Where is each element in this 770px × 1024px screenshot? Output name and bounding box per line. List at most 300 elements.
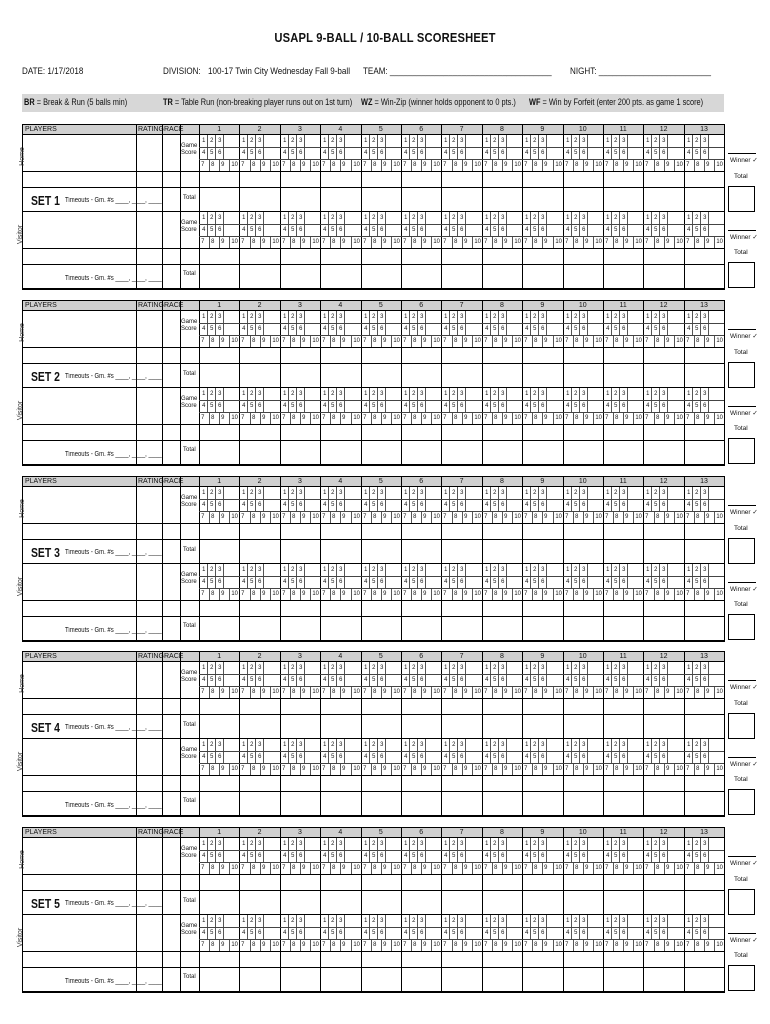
set2-home-game-4-ball-2[interactable]: 2 xyxy=(331,313,335,320)
set3-home-game-7-ball-5[interactable]: 5 xyxy=(452,501,456,508)
set3-visitor-game-12-ball-7[interactable]: 7 xyxy=(645,590,649,597)
set5-visitor-game-12-ball-3[interactable]: 3 xyxy=(662,917,666,924)
set5-home-game-5-ball-4[interactable]: 4 xyxy=(363,852,368,859)
set4-visitor-game-12-ball-3[interactable]: 3 xyxy=(662,741,666,748)
set5-visitor-game-9-ball-10[interactable]: 10 xyxy=(554,941,562,948)
set1-visitor-game-12-ball-9[interactable]: 9 xyxy=(665,238,670,245)
set1-visitor-game-8-ball-1[interactable]: 1 xyxy=(484,214,489,221)
set1-home-game-13-ball-3[interactable]: 3 xyxy=(702,137,707,144)
set1-visitor-game-6-ball-6[interactable]: 6 xyxy=(420,226,424,233)
set1-home-game-2-ball-3[interactable]: 3 xyxy=(258,137,262,144)
set5-visitor-game-11-ball-10[interactable]: 10 xyxy=(635,941,643,948)
set2-home-game-3-ball-4[interactable]: 4 xyxy=(282,325,287,332)
set1-home-game-7-ball-2[interactable]: 2 xyxy=(452,137,456,144)
set3-visitor-game-5-ball-10[interactable]: 10 xyxy=(393,590,400,597)
set2-home-game-2-ball-7[interactable]: 7 xyxy=(241,337,245,344)
set1-home-game-4-ball-10[interactable]: 10 xyxy=(352,161,360,168)
set2-home-game-7-ball-5[interactable]: 5 xyxy=(452,325,456,332)
set1-home-game-6-ball-7[interactable]: 7 xyxy=(403,161,407,168)
set1-home-game-8-ball-5[interactable]: 5 xyxy=(492,149,497,156)
set3-home-game-4-ball-6[interactable]: 6 xyxy=(339,501,343,508)
set2-visitor-game-1-ball-8[interactable]: 8 xyxy=(211,414,215,421)
set3-visitor-game-7-ball-10[interactable]: 10 xyxy=(474,590,481,597)
set2-home-game-6-ball-10[interactable]: 10 xyxy=(433,337,441,344)
set4-home-game-4-ball-10[interactable]: 10 xyxy=(352,688,360,695)
set3-visitor-game-9-ball-1[interactable]: 1 xyxy=(525,566,529,573)
set5-visitor-game-7-ball-5[interactable]: 5 xyxy=(452,929,456,936)
set3-visitor-game-9-ball-6[interactable]: 6 xyxy=(541,578,545,585)
set5-visitor-game-12-ball-1[interactable]: 1 xyxy=(646,917,650,924)
set1-visitor-game-3-ball-8[interactable]: 8 xyxy=(292,238,296,245)
set1-home-game-2-ball-5[interactable]: 5 xyxy=(250,149,254,156)
set5-visitor-game-12-ball-4[interactable]: 4 xyxy=(646,929,650,936)
set1-visitor-game-5-ball-5[interactable]: 5 xyxy=(371,226,376,233)
set3-visitor-game-6-ball-8[interactable]: 8 xyxy=(413,590,417,597)
set2-home-game-11-ball-2[interactable]: 2 xyxy=(614,313,618,320)
set4-visitor-game-7-ball-4[interactable]: 4 xyxy=(444,753,448,760)
set3-home-game-8-ball-5[interactable]: 5 xyxy=(492,501,497,508)
set1-home-game-6-ball-3[interactable]: 3 xyxy=(420,137,424,144)
set5-home-game-11-ball-7[interactable]: 7 xyxy=(605,864,609,871)
set4-visitor-game-6-ball-7[interactable]: 7 xyxy=(403,765,407,772)
set4-home-game-8-ball-6[interactable]: 6 xyxy=(500,676,505,683)
set5-home-game-3-ball-1[interactable]: 1 xyxy=(282,840,287,847)
set1-home-game-1-ball-4[interactable]: 4 xyxy=(202,149,206,156)
set4-visitor-game-11-ball-6[interactable]: 6 xyxy=(622,753,626,760)
set4-home-game-11-ball-8[interactable]: 8 xyxy=(615,688,619,695)
set1-home-game-3-ball-10[interactable]: 10 xyxy=(312,161,319,168)
set3-home-game-5-ball-10[interactable]: 10 xyxy=(393,513,400,520)
set4-visitor-game-5-ball-5[interactable]: 5 xyxy=(371,753,376,760)
set3-visitor-game-4-ball-4[interactable]: 4 xyxy=(323,578,327,585)
set2-visitor-game-8-ball-1[interactable]: 1 xyxy=(484,390,489,397)
set5-visitor-game-13-ball-10[interactable]: 10 xyxy=(716,941,723,948)
set3-home-game-1-ball-6[interactable]: 6 xyxy=(218,501,222,508)
set2-home-game-7-ball-1[interactable]: 1 xyxy=(444,313,448,320)
set4-visitor-game-13-ball-10[interactable]: 10 xyxy=(716,765,723,772)
set3-home-game-1-ball-8[interactable]: 8 xyxy=(211,513,215,520)
set2-visitor-game-2-ball-2[interactable]: 2 xyxy=(250,390,254,397)
set5-visitor-game-4-ball-3[interactable]: 3 xyxy=(339,917,343,924)
set4-visitor-game-3-ball-1[interactable]: 1 xyxy=(282,741,287,748)
set4-home-game-5-ball-9[interactable]: 9 xyxy=(382,688,387,695)
set3-visitor-game-6-ball-9[interactable]: 9 xyxy=(423,590,427,597)
set3-home-game-8-ball-2[interactable]: 2 xyxy=(492,489,497,496)
set2-visitor-game-3-ball-1[interactable]: 1 xyxy=(282,390,287,397)
set3-home-game-13-ball-8[interactable]: 8 xyxy=(696,513,700,520)
set3-visitor-game-2-ball-8[interactable]: 8 xyxy=(251,590,255,597)
set1-home-game-1-ball-2[interactable]: 2 xyxy=(210,137,214,144)
set3-home-game-5-ball-8[interactable]: 8 xyxy=(372,513,377,520)
set2-home-game-1-ball-1[interactable]: 1 xyxy=(202,313,206,320)
set1-home-game-6-ball-6[interactable]: 6 xyxy=(420,149,424,156)
set5-home-game-1-ball-1[interactable]: 1 xyxy=(202,840,206,847)
set5-home-game-13-ball-1[interactable]: 1 xyxy=(686,840,691,847)
set2-visitor-game-9-ball-6[interactable]: 6 xyxy=(541,402,545,409)
set2-home-game-12-ball-2[interactable]: 2 xyxy=(654,313,658,320)
set5-home-game-11-ball-5[interactable]: 5 xyxy=(614,852,618,859)
set2-home-game-7-ball-10[interactable]: 10 xyxy=(474,337,481,344)
set1-visitor-game-3-ball-3[interactable]: 3 xyxy=(298,214,303,221)
set2-home-game-5-ball-2[interactable]: 2 xyxy=(371,313,376,320)
set3-home-game-2-ball-2[interactable]: 2 xyxy=(250,489,254,496)
set2-visitor-game-1-ball-4[interactable]: 4 xyxy=(202,402,206,409)
set1-home-game-13-ball-8[interactable]: 8 xyxy=(696,161,700,168)
set2-visitor-game-10-ball-6[interactable]: 6 xyxy=(581,402,586,409)
set3-home-game-5-ball-9[interactable]: 9 xyxy=(382,513,387,520)
set2-home-game-1-ball-5[interactable]: 5 xyxy=(210,325,214,332)
set4-home-game-13-ball-2[interactable]: 2 xyxy=(694,664,699,671)
set4-visitor-game-9-ball-6[interactable]: 6 xyxy=(541,753,545,760)
set5-home-game-11-ball-6[interactable]: 6 xyxy=(622,852,626,859)
set4-home-game-13-ball-9[interactable]: 9 xyxy=(706,688,710,695)
set3-visitor-game-2-ball-4[interactable]: 4 xyxy=(242,578,246,585)
set1-home-game-5-ball-10[interactable]: 10 xyxy=(393,161,400,168)
set5-home-game-7-ball-3[interactable]: 3 xyxy=(460,840,464,847)
set1-visitor-game-9-ball-8[interactable]: 8 xyxy=(534,238,538,245)
set1-home-game-11-ball-8[interactable]: 8 xyxy=(615,161,619,168)
set2-home-game-13-ball-9[interactable]: 9 xyxy=(706,337,710,344)
set4-home-game-2-ball-7[interactable]: 7 xyxy=(241,688,245,695)
set5-visitor-game-2-ball-2[interactable]: 2 xyxy=(250,917,254,924)
set4-visitor-game-4-ball-2[interactable]: 2 xyxy=(331,741,335,748)
set3-home-game-1-ball-3[interactable]: 3 xyxy=(218,489,222,496)
set2-visitor-game-3-ball-6[interactable]: 6 xyxy=(298,402,303,409)
set5-visitor-game-4-ball-6[interactable]: 6 xyxy=(339,929,343,936)
set1-home-game-7-ball-5[interactable]: 5 xyxy=(452,149,456,156)
set1-visitor-game-13-ball-2[interactable]: 2 xyxy=(694,214,699,221)
set4-visitor-game-4-ball-1[interactable]: 1 xyxy=(323,741,327,748)
set2-visitor-game-9-ball-8[interactable]: 8 xyxy=(534,414,538,421)
set4-home-game-11-ball-1[interactable]: 1 xyxy=(606,664,610,671)
set3-visitor-game-10-ball-7[interactable]: 7 xyxy=(564,590,569,597)
set3-visitor-game-4-ball-9[interactable]: 9 xyxy=(342,590,346,597)
set1-home-game-12-ball-8[interactable]: 8 xyxy=(655,161,659,168)
set4-home-game-7-ball-1[interactable]: 1 xyxy=(444,664,448,671)
set4-home-game-4-ball-4[interactable]: 4 xyxy=(323,676,327,683)
set1-visitor-game-13-ball-8[interactable]: 8 xyxy=(696,238,700,245)
set2-visitor-game-7-ball-7[interactable]: 7 xyxy=(443,414,447,421)
set4-home-game-7-ball-7[interactable]: 7 xyxy=(443,688,447,695)
set2-home-game-13-ball-3[interactable]: 3 xyxy=(702,313,707,320)
set4-home-game-13-ball-4[interactable]: 4 xyxy=(686,676,691,683)
set4-home-game-10-ball-6[interactable]: 6 xyxy=(581,676,586,683)
set4-home-game-12-ball-6[interactable]: 6 xyxy=(662,676,666,683)
set3-visitor-game-9-ball-8[interactable]: 8 xyxy=(534,590,538,597)
set4-visitor-game-9-ball-8[interactable]: 8 xyxy=(534,765,538,772)
set4-home-game-2-ball-4[interactable]: 4 xyxy=(242,676,246,683)
set1-visitor-game-8-ball-7[interactable]: 7 xyxy=(483,238,488,245)
set2-home-game-1-ball-7[interactable]: 7 xyxy=(201,337,205,344)
set5-visitor-game-12-ball-2[interactable]: 2 xyxy=(654,917,658,924)
home-total-box[interactable] xyxy=(728,538,755,564)
set5-home-game-3-ball-10[interactable]: 10 xyxy=(312,864,319,871)
set1-visitor-game-9-ball-9[interactable]: 9 xyxy=(544,238,548,245)
set1-visitor-game-13-ball-6[interactable]: 6 xyxy=(702,226,707,233)
set5-home-game-12-ball-8[interactable]: 8 xyxy=(655,864,659,871)
set5-home-game-2-ball-8[interactable]: 8 xyxy=(251,864,255,871)
set5-home-game-8-ball-5[interactable]: 5 xyxy=(492,852,497,859)
set2-visitor-game-6-ball-8[interactable]: 8 xyxy=(413,414,417,421)
set1-home-game-2-ball-6[interactable]: 6 xyxy=(258,149,262,156)
set4-visitor-game-1-ball-2[interactable]: 2 xyxy=(210,741,214,748)
set2-home-game-5-ball-7[interactable]: 7 xyxy=(362,337,367,344)
set5-visitor-game-11-ball-1[interactable]: 1 xyxy=(606,917,610,924)
set3-visitor-game-13-ball-9[interactable]: 9 xyxy=(706,590,710,597)
set5-home-game-2-ball-6[interactable]: 6 xyxy=(258,852,262,859)
set3-home-game-7-ball-3[interactable]: 3 xyxy=(460,489,464,496)
set4-visitor-game-12-ball-10[interactable]: 10 xyxy=(676,765,683,772)
set4-visitor-game-10-ball-1[interactable]: 1 xyxy=(565,741,570,748)
set4-visitor-game-1-ball-1[interactable]: 1 xyxy=(202,741,206,748)
set1-visitor-game-8-ball-5[interactable]: 5 xyxy=(492,226,497,233)
set4-visitor-game-6-ball-6[interactable]: 6 xyxy=(420,753,424,760)
set2-home-game-2-ball-2[interactable]: 2 xyxy=(250,313,254,320)
set4-home-game-2-ball-6[interactable]: 6 xyxy=(258,676,262,683)
set3-visitor-game-12-ball-2[interactable]: 2 xyxy=(654,566,658,573)
set4-home-game-12-ball-8[interactable]: 8 xyxy=(655,688,659,695)
set5-visitor-game-8-ball-6[interactable]: 6 xyxy=(500,929,505,936)
set3-visitor-game-7-ball-6[interactable]: 6 xyxy=(460,578,464,585)
set4-home-game-6-ball-7[interactable]: 7 xyxy=(403,688,407,695)
set5-visitor-game-10-ball-3[interactable]: 3 xyxy=(581,917,586,924)
set4-visitor-game-5-ball-6[interactable]: 6 xyxy=(379,753,384,760)
set4-home-game-12-ball-1[interactable]: 1 xyxy=(646,664,650,671)
set5-home-game-2-ball-3[interactable]: 3 xyxy=(258,840,262,847)
set3-home-game-13-ball-2[interactable]: 2 xyxy=(694,489,699,496)
set5-visitor-game-3-ball-5[interactable]: 5 xyxy=(290,929,295,936)
set1-visitor-game-12-ball-3[interactable]: 3 xyxy=(662,214,666,221)
set3-home-game-10-ball-9[interactable]: 9 xyxy=(584,513,589,520)
set5-visitor-game-13-ball-6[interactable]: 6 xyxy=(702,929,707,936)
set1-home-game-3-ball-5[interactable]: 5 xyxy=(290,149,295,156)
set3-home-game-1-ball-2[interactable]: 2 xyxy=(210,489,214,496)
set3-home-game-2-ball-6[interactable]: 6 xyxy=(258,501,262,508)
set3-visitor-game-2-ball-9[interactable]: 9 xyxy=(261,590,266,597)
set4-home-game-1-ball-10[interactable]: 10 xyxy=(231,688,239,695)
set5-home-game-7-ball-2[interactable]: 2 xyxy=(452,840,456,847)
set5-home-game-9-ball-4[interactable]: 4 xyxy=(525,852,529,859)
visitor-timeouts[interactable]: Timeouts - Gm. #s ____, ____, ____ xyxy=(65,451,162,458)
set1-visitor-game-4-ball-5[interactable]: 5 xyxy=(331,226,335,233)
set3-home-game-9-ball-1[interactable]: 1 xyxy=(525,489,529,496)
set3-home-game-2-ball-3[interactable]: 3 xyxy=(258,489,262,496)
set4-visitor-game-7-ball-2[interactable]: 2 xyxy=(452,741,456,748)
set4-visitor-game-10-ball-10[interactable]: 10 xyxy=(595,765,602,772)
set1-visitor-game-4-ball-1[interactable]: 1 xyxy=(323,214,327,221)
set4-home-game-7-ball-6[interactable]: 6 xyxy=(460,676,464,683)
set2-visitor-game-4-ball-1[interactable]: 1 xyxy=(323,390,327,397)
set4-visitor-game-10-ball-5[interactable]: 5 xyxy=(573,753,578,760)
set1-home-game-11-ball-10[interactable]: 10 xyxy=(635,161,643,168)
set3-visitor-game-4-ball-5[interactable]: 5 xyxy=(331,578,335,585)
set3-home-game-7-ball-10[interactable]: 10 xyxy=(474,513,481,520)
set4-home-game-1-ball-3[interactable]: 3 xyxy=(218,664,222,671)
set4-home-game-5-ball-4[interactable]: 4 xyxy=(363,676,368,683)
set5-visitor-game-11-ball-2[interactable]: 2 xyxy=(614,917,618,924)
set2-home-game-2-ball-8[interactable]: 8 xyxy=(251,337,255,344)
set3-home-game-9-ball-8[interactable]: 8 xyxy=(534,513,538,520)
set3-home-game-5-ball-7[interactable]: 7 xyxy=(362,513,367,520)
set2-home-game-1-ball-8[interactable]: 8 xyxy=(211,337,215,344)
set4-home-game-3-ball-7[interactable]: 7 xyxy=(281,688,286,695)
set5-home-game-2-ball-5[interactable]: 5 xyxy=(250,852,254,859)
set2-home-game-8-ball-10[interactable]: 10 xyxy=(514,337,521,344)
set5-home-game-13-ball-8[interactable]: 8 xyxy=(696,864,700,871)
set3-visitor-game-7-ball-2[interactable]: 2 xyxy=(452,566,456,573)
set2-visitor-game-12-ball-2[interactable]: 2 xyxy=(654,390,658,397)
set5-visitor-game-11-ball-9[interactable]: 9 xyxy=(625,941,629,948)
set5-home-game-13-ball-9[interactable]: 9 xyxy=(706,864,710,871)
set2-visitor-game-13-ball-2[interactable]: 2 xyxy=(694,390,699,397)
set2-visitor-game-8-ball-9[interactable]: 9 xyxy=(504,414,508,421)
set3-home-game-4-ball-1[interactable]: 1 xyxy=(323,489,327,496)
set5-visitor-game-13-ball-9[interactable]: 9 xyxy=(706,941,710,948)
set1-visitor-game-3-ball-9[interactable]: 9 xyxy=(302,238,306,245)
set2-visitor-game-4-ball-6[interactable]: 6 xyxy=(339,402,343,409)
set5-visitor-game-7-ball-2[interactable]: 2 xyxy=(452,917,456,924)
set5-home-game-6-ball-8[interactable]: 8 xyxy=(413,864,417,871)
set4-visitor-game-9-ball-2[interactable]: 2 xyxy=(533,741,537,748)
set3-visitor-game-11-ball-10[interactable]: 10 xyxy=(635,590,643,597)
set1-visitor-game-8-ball-8[interactable]: 8 xyxy=(494,238,498,245)
set1-visitor-game-10-ball-8[interactable]: 8 xyxy=(574,238,579,245)
set1-home-game-11-ball-9[interactable]: 9 xyxy=(625,161,629,168)
set2-home-game-8-ball-4[interactable]: 4 xyxy=(484,325,489,332)
set4-visitor-game-10-ball-2[interactable]: 2 xyxy=(573,741,578,748)
set1-visitor-game-1-ball-7[interactable]: 7 xyxy=(201,238,205,245)
set5-visitor-game-4-ball-4[interactable]: 4 xyxy=(323,929,327,936)
set4-visitor-game-2-ball-4[interactable]: 4 xyxy=(242,753,246,760)
set5-home-game-1-ball-8[interactable]: 8 xyxy=(211,864,215,871)
set5-visitor-game-1-ball-2[interactable]: 2 xyxy=(210,917,214,924)
set4-visitor-game-9-ball-5[interactable]: 5 xyxy=(533,753,537,760)
set3-visitor-game-12-ball-4[interactable]: 4 xyxy=(646,578,650,585)
set3-visitor-game-13-ball-1[interactable]: 1 xyxy=(686,566,691,573)
set2-home-game-12-ball-3[interactable]: 3 xyxy=(662,313,666,320)
set5-visitor-game-8-ball-2[interactable]: 2 xyxy=(492,917,497,924)
set3-visitor-game-9-ball-7[interactable]: 7 xyxy=(524,590,528,597)
set5-home-game-1-ball-2[interactable]: 2 xyxy=(210,840,214,847)
set4-visitor-game-3-ball-3[interactable]: 3 xyxy=(298,741,303,748)
set5-visitor-game-9-ball-6[interactable]: 6 xyxy=(541,929,545,936)
set3-home-game-11-ball-3[interactable]: 3 xyxy=(622,489,626,496)
set4-home-game-12-ball-2[interactable]: 2 xyxy=(654,664,658,671)
set5-home-game-10-ball-10[interactable]: 10 xyxy=(595,864,602,871)
set5-visitor-game-1-ball-7[interactable]: 7 xyxy=(201,941,205,948)
set5-home-game-3-ball-4[interactable]: 4 xyxy=(282,852,287,859)
set4-home-game-12-ball-3[interactable]: 3 xyxy=(662,664,666,671)
set4-visitor-game-3-ball-7[interactable]: 7 xyxy=(281,765,286,772)
set4-visitor-game-9-ball-1[interactable]: 1 xyxy=(525,741,529,748)
set3-visitor-game-8-ball-8[interactable]: 8 xyxy=(494,590,498,597)
set1-visitor-game-6-ball-4[interactable]: 4 xyxy=(404,226,408,233)
set4-home-game-10-ball-3[interactable]: 3 xyxy=(581,664,586,671)
set1-home-game-1-ball-6[interactable]: 6 xyxy=(218,149,222,156)
set5-visitor-game-2-ball-10[interactable]: 10 xyxy=(272,941,279,948)
set2-home-game-1-ball-4[interactable]: 4 xyxy=(202,325,206,332)
set1-home-game-11-ball-1[interactable]: 1 xyxy=(606,137,610,144)
set5-visitor-game-5-ball-4[interactable]: 4 xyxy=(363,929,368,936)
set2-visitor-game-3-ball-7[interactable]: 7 xyxy=(281,414,286,421)
set5-home-game-12-ball-4[interactable]: 4 xyxy=(646,852,650,859)
set4-visitor-game-7-ball-1[interactable]: 1 xyxy=(444,741,448,748)
set1-visitor-game-12-ball-5[interactable]: 5 xyxy=(654,226,658,233)
set2-home-game-3-ball-3[interactable]: 3 xyxy=(298,313,303,320)
set5-home-game-9-ball-1[interactable]: 1 xyxy=(525,840,529,847)
set3-visitor-game-10-ball-10[interactable]: 10 xyxy=(595,590,602,597)
set5-home-game-4-ball-6[interactable]: 6 xyxy=(339,852,343,859)
set5-visitor-game-3-ball-3[interactable]: 3 xyxy=(298,917,303,924)
set4-visitor-game-13-ball-4[interactable]: 4 xyxy=(686,753,691,760)
set1-visitor-game-13-ball-3[interactable]: 3 xyxy=(702,214,707,221)
set1-visitor-game-6-ball-5[interactable]: 5 xyxy=(412,226,416,233)
set3-visitor-game-2-ball-2[interactable]: 2 xyxy=(250,566,254,573)
set1-visitor-game-5-ball-3[interactable]: 3 xyxy=(379,214,384,221)
set5-visitor-game-11-ball-7[interactable]: 7 xyxy=(605,941,609,948)
set1-home-game-12-ball-2[interactable]: 2 xyxy=(654,137,658,144)
set1-home-game-12-ball-9[interactable]: 9 xyxy=(665,161,670,168)
set1-home-game-4-ball-6[interactable]: 6 xyxy=(339,149,343,156)
set3-home-game-3-ball-7[interactable]: 7 xyxy=(281,513,286,520)
set3-visitor-game-4-ball-2[interactable]: 2 xyxy=(331,566,335,573)
set1-visitor-game-11-ball-2[interactable]: 2 xyxy=(614,214,618,221)
set3-visitor-game-1-ball-9[interactable]: 9 xyxy=(221,590,225,597)
set3-home-game-6-ball-6[interactable]: 6 xyxy=(420,501,424,508)
set1-visitor-game-9-ball-7[interactable]: 7 xyxy=(524,238,528,245)
set5-home-game-12-ball-6[interactable]: 6 xyxy=(662,852,666,859)
set3-home-game-1-ball-1[interactable]: 1 xyxy=(202,489,206,496)
set2-home-game-8-ball-7[interactable]: 7 xyxy=(483,337,488,344)
set3-home-game-3-ball-10[interactable]: 10 xyxy=(312,513,319,520)
set4-visitor-game-12-ball-6[interactable]: 6 xyxy=(662,753,666,760)
set5-visitor-game-2-ball-5[interactable]: 5 xyxy=(250,929,254,936)
set1-visitor-game-7-ball-9[interactable]: 9 xyxy=(463,238,468,245)
set1-visitor-game-10-ball-9[interactable]: 9 xyxy=(584,238,589,245)
set2-visitor-game-13-ball-1[interactable]: 1 xyxy=(686,390,691,397)
set1-home-game-13-ball-7[interactable]: 7 xyxy=(685,161,690,168)
set2-home-game-2-ball-10[interactable]: 10 xyxy=(272,337,279,344)
set5-home-game-13-ball-2[interactable]: 2 xyxy=(694,840,699,847)
set2-visitor-game-13-ball-4[interactable]: 4 xyxy=(686,402,691,409)
set2-visitor-game-9-ball-3[interactable]: 3 xyxy=(541,390,545,397)
set1-visitor-game-10-ball-1[interactable]: 1 xyxy=(565,214,570,221)
set1-home-game-8-ball-4[interactable]: 4 xyxy=(484,149,489,156)
set3-home-game-9-ball-3[interactable]: 3 xyxy=(541,489,545,496)
set5-visitor-game-2-ball-7[interactable]: 7 xyxy=(241,941,245,948)
set5-home-game-7-ball-9[interactable]: 9 xyxy=(463,864,468,871)
set1-visitor-game-3-ball-6[interactable]: 6 xyxy=(298,226,303,233)
set3-visitor-game-7-ball-3[interactable]: 3 xyxy=(460,566,464,573)
set3-visitor-game-12-ball-10[interactable]: 10 xyxy=(676,590,683,597)
set2-visitor-game-1-ball-5[interactable]: 5 xyxy=(210,402,214,409)
set4-visitor-game-6-ball-10[interactable]: 10 xyxy=(433,765,441,772)
set4-home-game-2-ball-3[interactable]: 3 xyxy=(258,664,262,671)
set2-visitor-game-6-ball-1[interactable]: 1 xyxy=(404,390,408,397)
set2-home-game-12-ball-5[interactable]: 5 xyxy=(654,325,658,332)
set5-visitor-game-11-ball-3[interactable]: 3 xyxy=(622,917,626,924)
set4-home-game-9-ball-3[interactable]: 3 xyxy=(541,664,545,671)
set4-visitor-game-10-ball-8[interactable]: 8 xyxy=(574,765,579,772)
set2-visitor-game-8-ball-2[interactable]: 2 xyxy=(492,390,497,397)
set4-home-game-12-ball-10[interactable]: 10 xyxy=(676,688,683,695)
set4-visitor-game-13-ball-8[interactable]: 8 xyxy=(696,765,700,772)
set1-home-game-3-ball-4[interactable]: 4 xyxy=(282,149,287,156)
set1-home-game-1-ball-3[interactable]: 3 xyxy=(218,137,222,144)
set3-visitor-game-9-ball-3[interactable]: 3 xyxy=(541,566,545,573)
set3-visitor-game-10-ball-1[interactable]: 1 xyxy=(565,566,570,573)
set1-visitor-game-3-ball-4[interactable]: 4 xyxy=(282,226,287,233)
